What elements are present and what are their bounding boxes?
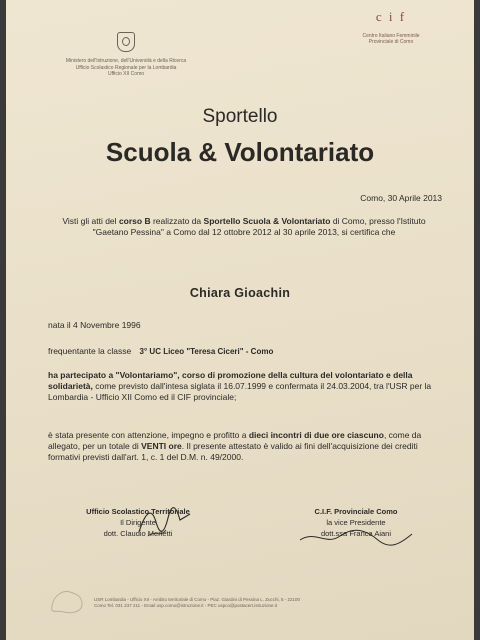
- participation-bold: ha partecipato a "Volontariamo", corso di promozione della cultura del volontariato e della solidarietà,: [48, 370, 413, 391]
- intro-text: di Como, presso l'Istituto "Gaetano Pessina" a Como dal 12 ottobre 2012 al 30 aprile 2013, si certifica che: [92, 216, 426, 237]
- participation-text: come previsto dall'intesa siglata il 16.07.1999 e confermata il 24.03.2004, tra l'USR per la Lombardia - Ufficio XII Como ed il CIF provinciale;: [48, 381, 432, 402]
- republic-emblem-icon: [117, 32, 135, 52]
- cif-header: [336, 9, 446, 46]
- ministry-line-2: Ufficio Scolastico Regionale per la Lombardia: [75, 64, 177, 71]
- title-scuola-volontariato: Scuola & Volontariato: [105, 137, 375, 167]
- attendance-text: è stata presente con attenzione, impegno e profitto a: [48, 430, 247, 440]
- certificate-page: [6, 0, 474, 640]
- cif-line-2: Provinciale di Como: [368, 39, 414, 45]
- footer: [94, 597, 454, 609]
- total-hours: VENTI ore: [141, 441, 182, 451]
- attendance-text: , come da allegato, per un totale di: [48, 430, 422, 451]
- intro-text: realizzato da: [152, 216, 202, 226]
- lombardy-map-watermark-icon: [48, 586, 86, 616]
- signer-office-right: C.I.F. Provinciale Como: [314, 507, 398, 516]
- handwritten-signature-right: [296, 526, 416, 548]
- intro-text: Visti gli atti del: [62, 216, 117, 226]
- place-date: Como, 30 Aprile 2013: [360, 193, 442, 203]
- footer-line-1: USR Lombardia - Ufficio XII - Ambito territoriale di Como - Piaz. Giardini di Pessina L. Zucchi, 5 - 22100: [94, 597, 301, 602]
- ministry-line-1: Ministero dell'Istruzione, dell'Università e della Ricerca: [65, 58, 187, 64]
- ministry-line-3: Ufficio XII Como: [107, 71, 145, 77]
- meetings-count: dieci incontri di due ore ciascuno: [248, 430, 384, 440]
- participation-paragraph: [48, 370, 446, 403]
- class-label: frequentante la classe: [48, 346, 132, 356]
- title-sportello: Sportello: [202, 106, 278, 127]
- footer-line-2: Como Tel. 031 237 211 - Email usp.como@istruzione.it - PEC uspco@postacert.istruzione.it: [94, 603, 278, 608]
- signer-office-left: Ufficio Scolastico Territoriale: [86, 507, 190, 516]
- handwritten-signature-left: [134, 500, 194, 540]
- attendance-text: . Il presente attestato è valido ai fini dell'acquisizione dei crediti formativi previsti dall'art. 1, c. 1 del D.M. n. 49/2000.: [48, 441, 418, 462]
- signer-name-left: dott. Claudio Merletti: [103, 529, 173, 538]
- signer-role-right: la vice Presidente: [326, 518, 386, 527]
- recipient-name: Chiara Gioachin: [189, 286, 291, 300]
- intro-paragraph: [44, 216, 444, 238]
- organizer-name: Sportello Scuola & Volontariato: [203, 216, 331, 226]
- signer-role-left: Il Dirigente: [120, 518, 156, 527]
- birth-line: nata il 4 Novembre 1996: [48, 320, 141, 330]
- cif-line-1: Centro Italiano Femminile: [362, 32, 420, 39]
- cif-logo: c i f: [375, 9, 407, 24]
- signer-name-right: dott.ssa Franca Aiani: [320, 529, 392, 538]
- attendance-paragraph: [48, 430, 446, 463]
- ministry-header: [36, 32, 216, 78]
- class-value: 3° UC Liceo "Teresa Ciceri" - Como: [139, 347, 274, 356]
- class-line: [48, 346, 273, 356]
- course-name: corso B: [118, 216, 151, 226]
